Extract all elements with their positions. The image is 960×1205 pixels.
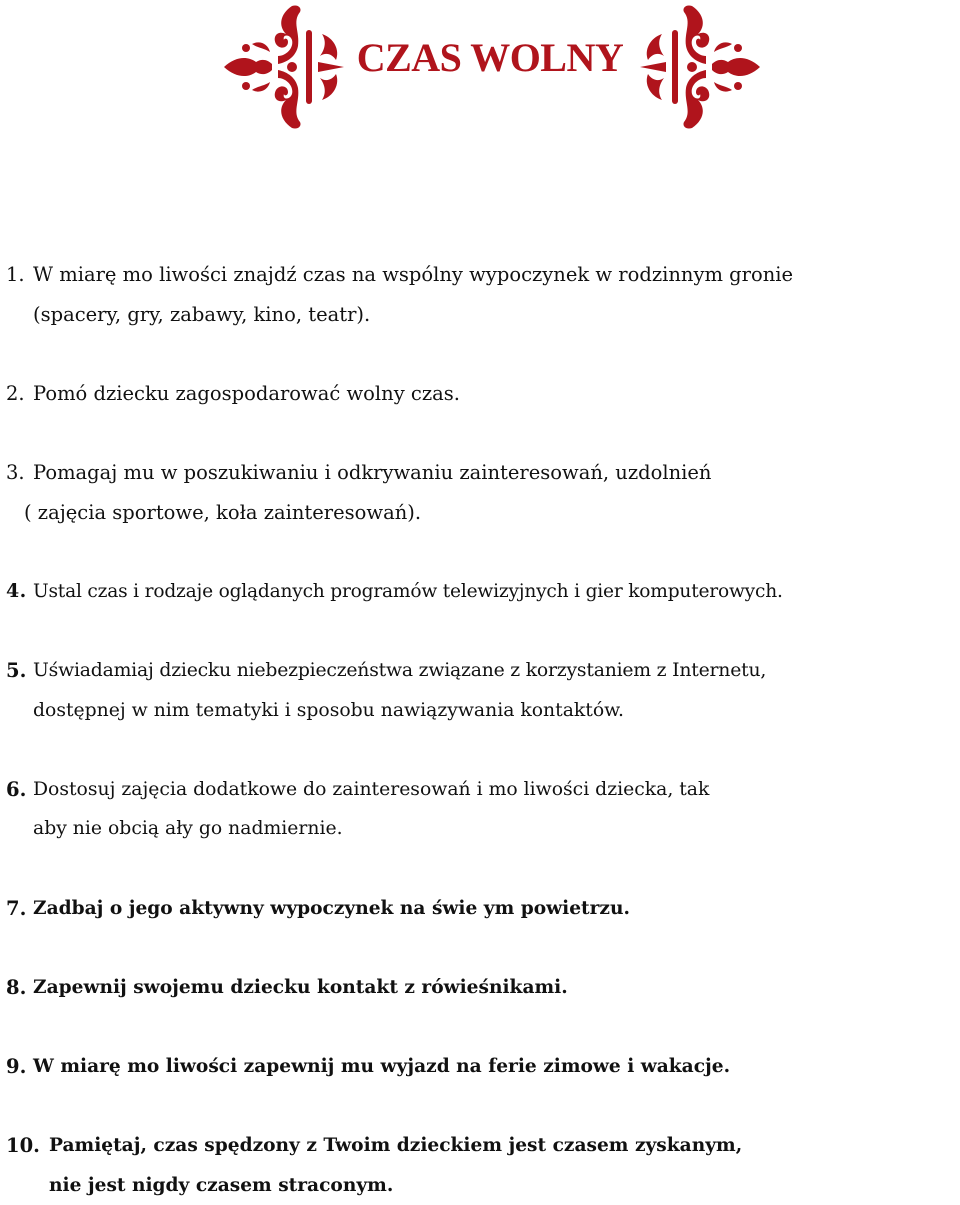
item-number: 8. — [6, 975, 27, 999]
item-number: 5. — [6, 658, 27, 682]
page-header — [0, 0, 960, 140]
item-text: ( zajęcia sportowe, koła zainteresowań). — [24, 500, 422, 524]
list-item — [0, 1047, 960, 1087]
item-number: 10. — [6, 1134, 40, 1158]
item-text: (spacery, gry, zabawy, kino, teatr). — [33, 302, 371, 326]
list-item — [0, 770, 960, 849]
item-text: Ustal czas i rodzaje oglądanych programów telewizyjnych i gier komputerowych. — [33, 580, 783, 602]
list-item — [0, 889, 960, 929]
item-text: W miarę mo liwości zapewnij mu wyjazd na ferie zimowe i wakacje. — [33, 1055, 731, 1077]
item-number: 4. — [6, 579, 27, 602]
item-number: 2. — [6, 381, 25, 405]
item-text: Dostosuj zajęcia dodatkowe do zainteresowań i mo liwości dziecka, tak — [33, 778, 710, 800]
list-item — [0, 453, 960, 532]
item-text: Zadbaj o jego aktywny wypoczynek na świe ym powietrzu. — [33, 897, 630, 919]
list-item — [0, 1126, 960, 1205]
list-item — [0, 651, 960, 730]
item-text: Pomagaj mu w poszukiwaniu i odkrywaniu zainteresowań, uzdolnień — [33, 460, 712, 484]
item-number: 9. — [6, 1054, 27, 1078]
list-item — [0, 374, 960, 414]
item-text: Pomó dziecku zagospodarować wolny czas. — [33, 381, 460, 405]
list-item — [0, 255, 960, 334]
decorative-flourish-icon — [622, 4, 762, 130]
list-item — [0, 968, 960, 1008]
item-text: nie jest nigdy czasem straconym. — [49, 1174, 394, 1196]
item-text: W miarę mo liwości znajdź czas na wspólny wypoczynek w rodzinnym gronie — [33, 263, 794, 286]
item-text: dostępnej w nim tematyki i sposobu nawiązywania kontaktów. — [33, 699, 624, 721]
item-number: 7. — [6, 896, 27, 920]
list-item — [0, 572, 960, 612]
tips-list — [0, 255, 960, 1205]
item-text: aby nie obcią ały go nadmiernie. — [33, 818, 343, 840]
item-number: 3. — [6, 460, 25, 484]
item-text: Uświadamiaj dziecku niebezpieczeństwa związane z korzystaniem z Internetu, — [33, 659, 767, 681]
page-title: CZAS WOLNY — [356, 35, 624, 80]
item-text: Pamiętaj, czas spędzony z Twoim dzieckiem jest czasem zyskanym, — [49, 1135, 743, 1157]
item-number: 6. — [6, 777, 27, 801]
item-text: Zapewnij swojemu dziecku kontakt z rówieśnikami. — [33, 976, 568, 998]
item-number: 1. — [6, 263, 25, 286]
